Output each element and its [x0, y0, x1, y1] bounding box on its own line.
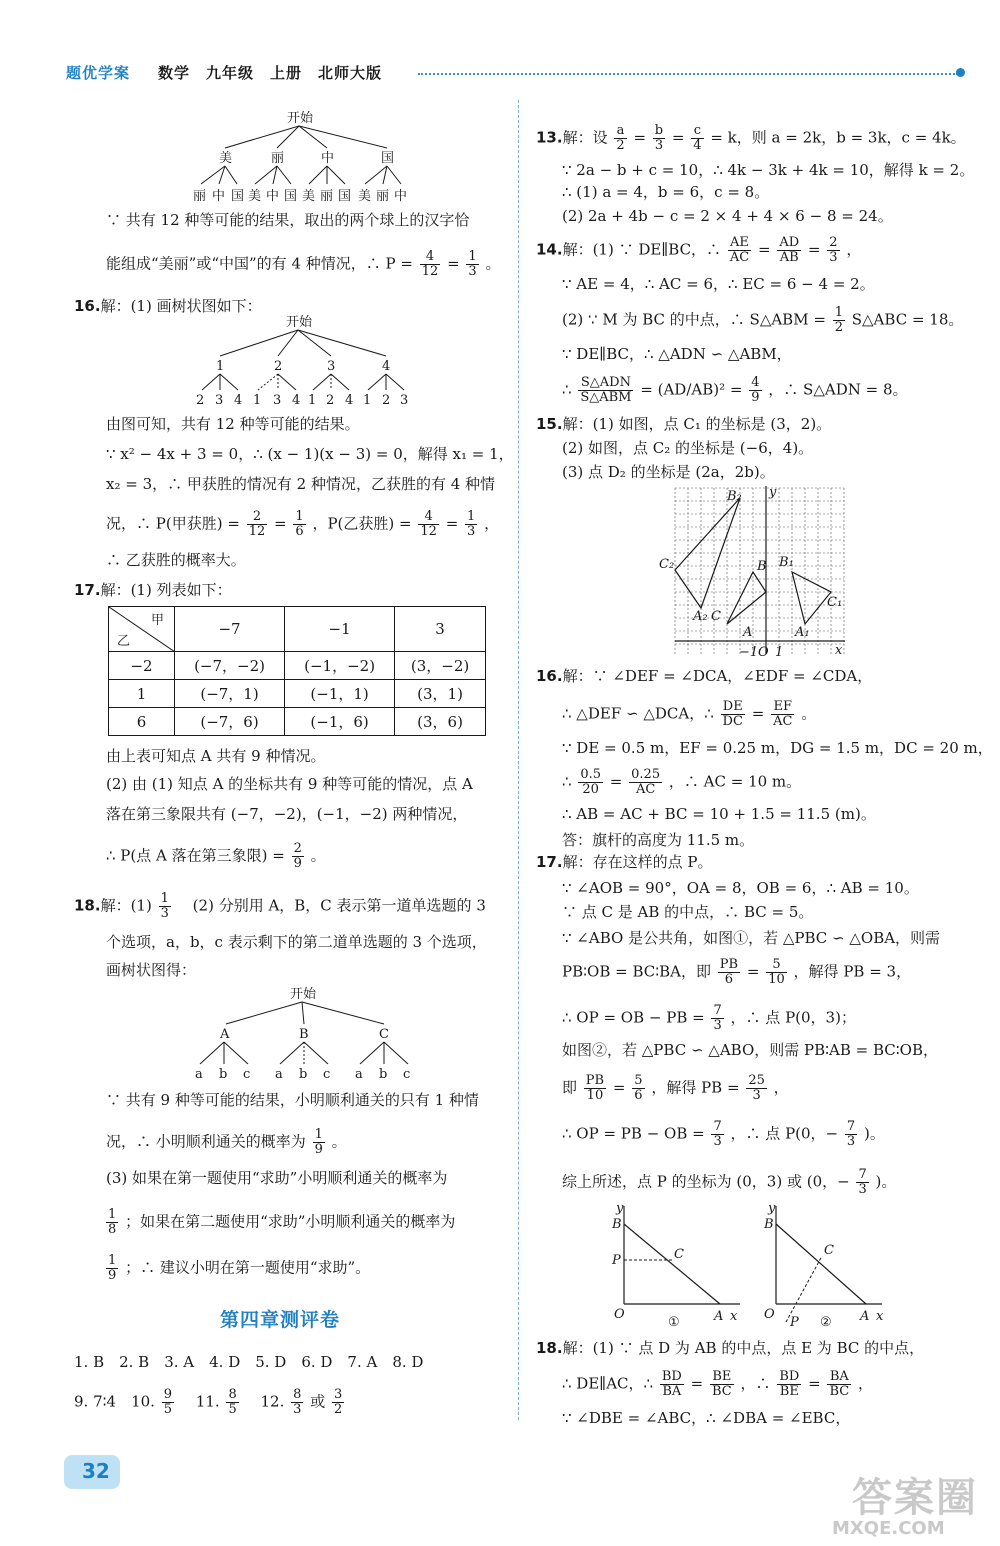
- label-one: 1: [775, 645, 784, 660]
- fraction: $\frac{BE}{BC}$: [711, 1369, 732, 1399]
- fraction: $\frac{1}{3}$: [160, 891, 169, 921]
- tree2-leaf: 1: [363, 393, 372, 406]
- fig2-label-x: x: [876, 1309, 884, 1324]
- header-dot: [956, 68, 965, 77]
- fig1-label-c: C: [674, 1247, 684, 1262]
- fig1-label-b: B: [612, 1217, 622, 1232]
- fraction: $\frac{25}{3}$: [748, 1073, 765, 1103]
- fraction: $\frac{PB}{10}$: [585, 1073, 605, 1103]
- tree1-leaf: 国: [284, 189, 298, 202]
- label-c2: C₂: [659, 557, 675, 572]
- fraction: $\frac{4}{12}$: [420, 509, 437, 539]
- label-b2: B₂: [727, 489, 742, 504]
- page-number: 32: [64, 1455, 120, 1489]
- text-line: 即 $\frac{PB}{10}$ = $\frac{5}{6}$ ，解得 PB = $\frac{25}{3}$ ，: [562, 1073, 789, 1103]
- tree2-leaf: 4: [292, 393, 301, 406]
- label-b: B: [757, 559, 767, 574]
- text-line: ∵ 2a − b + c = 10，∴ 4k − 3k + 4k = 10，解得 k = 2。: [562, 161, 975, 179]
- text-line: ∴ 乙获胜的概率大。: [106, 551, 246, 569]
- fraction: $\frac{1}{3}$: [467, 509, 476, 539]
- fraction: $\frac{1}{3}$: [468, 249, 477, 279]
- fraction: $\frac{0.25}{AC}$: [631, 767, 661, 797]
- figure-2: [763, 1201, 884, 1330]
- tree3-leaf: b: [379, 1067, 388, 1080]
- tree2-leaf: 3: [400, 393, 409, 406]
- fig2-label-p: P: [790, 1315, 799, 1330]
- text-line: ∴ AB = AC + BC = 10 + 1.5 = 11.5 (m)。: [562, 805, 876, 823]
- text-line: 能组成“美丽”或“中国”的有 4 种情况，∴ P = $\frac{4}{12}$ = $\frac{1}{3}$ 。: [106, 249, 501, 279]
- tree3-leaf: b: [219, 1067, 228, 1080]
- tree3-leaf: a: [355, 1067, 363, 1080]
- answer-line: 1. B 2. B 3. A 4. D 5. D 6. D 7. A 8. D: [74, 1353, 424, 1371]
- tree3-leaf: c: [403, 1067, 411, 1080]
- question-14: 14.解：(1) ∵ DE∥BC，∴ $\frac{AE}{AC}$ = $\frac{AD}{AB}$ = $\frac{2}{3}$ ，: [536, 235, 862, 265]
- text-line: ∵ ∠AOB = 90°，OA = 8，OB = 6，∴ AB = 10。: [562, 879, 919, 897]
- fig2-label-y: y: [768, 1201, 776, 1216]
- fraction: $\frac{PB}{6}$: [719, 957, 739, 987]
- fraction: $\frac{2}{12}$: [248, 509, 266, 539]
- fraction: $\frac{4}{12}$: [421, 249, 439, 279]
- text-line: ∵ x² − 4x + 3 = 0，∴ (x − 1)(x − 3) = 0，解得 x₁ = 1，: [106, 445, 514, 463]
- label-b1: B₁: [779, 555, 794, 570]
- text-line: (3) 如果在第一题使用“求助”小明顺利通关的概率为: [106, 1169, 448, 1187]
- fig2-label-c: C: [824, 1243, 834, 1258]
- triangle-abc: [727, 572, 766, 624]
- text-line: (2) 由 (1) 知点 A 的坐标共有 9 种等可能的情况，点 A: [106, 775, 473, 793]
- tree2-leaf: 4: [345, 393, 354, 406]
- figure-1: [611, 1201, 740, 1330]
- text-line: 由上表可知点 A 共有 9 种情况。: [106, 747, 326, 765]
- fraction: $\frac{1}{2}$: [834, 305, 843, 335]
- tree1-leaf: 中: [212, 189, 226, 202]
- label-c: C: [711, 609, 721, 624]
- watermark-url: MXQE.COM: [832, 1518, 945, 1539]
- text-line: ∵ DE∥BC，∴ △ADN ∽ △ABM，: [562, 345, 792, 363]
- tree3-root: 开始: [290, 987, 317, 1002]
- tree3-node: A: [220, 1027, 230, 1042]
- tree1-node: 丽: [271, 151, 285, 166]
- similar-triangles-figure: [610, 1200, 910, 1330]
- fraction: $\frac{AD}{AB}$: [779, 235, 800, 265]
- table-row: −2 (−7，−2) (−1，−2) (3，−2): [109, 652, 486, 680]
- text-line: ∴ OP = PB − OB = $\frac{7}{3}$ ，∴ 点 P(0，− $\frac{7}{3}$ )。: [562, 1119, 885, 1149]
- fraction: $\frac{a}{2}$: [616, 123, 625, 153]
- text-line: 综上所述，点 P 的坐标为 (0，3) 或 (0，− $\frac{7}{3}$ )。: [562, 1167, 897, 1197]
- tree-diagram-2: [186, 312, 426, 406]
- label-c1: C₁: [827, 595, 843, 610]
- tree2-node: 4: [382, 359, 391, 374]
- tree2-root: 开始: [286, 315, 313, 330]
- fig1-label-a: A: [714, 1309, 724, 1324]
- fraction: $\frac{1}{8}$: [108, 1207, 117, 1237]
- triangle-a1b1c1: [792, 572, 831, 624]
- table-header: −1: [285, 607, 395, 652]
- tree2-leaf: 2: [326, 393, 335, 406]
- fraction: $\frac{5}{10}$: [768, 957, 785, 987]
- fraction: $\frac{EF}{AC}$: [773, 699, 793, 729]
- label-a1: A₁: [795, 625, 810, 640]
- tree2-node: 3: [327, 359, 336, 374]
- text-line: (2) ∵ M 为 BC 的中点，∴ S△ABM = $\frac{1}{2}$ S△ABC = 18。: [562, 305, 964, 335]
- header-dotted-rule: [418, 73, 958, 75]
- fraction: $\frac{1}{9}$: [314, 1127, 323, 1157]
- tree1-node: 国: [381, 151, 395, 166]
- fraction: $\frac{1}{6}$: [295, 509, 304, 539]
- text-line: ∵ 共有 12 种等可能的结果，取出的两个球上的汉字恰: [106, 211, 470, 229]
- column-divider: [518, 100, 519, 1420]
- text-line: (2) 2a + 4b − c = 2 × 4 + 4 × 6 − 8 = 24。: [562, 207, 893, 225]
- label-x: x: [835, 643, 843, 658]
- text-line: ∵ 点 C 是 AB 的中点，∴ BC = 5。: [562, 903, 814, 921]
- fig2-label-a: A: [860, 1309, 870, 1324]
- tree2-leaf: 3: [273, 393, 282, 406]
- fig2-number: ②: [820, 1315, 832, 1330]
- fraction: $\frac{b}{3}$: [654, 123, 664, 153]
- tree1-leaf: 美: [248, 189, 262, 202]
- question-17-right: 17.解：存在这样的点 P。: [536, 853, 713, 871]
- table-corner: 甲 乙: [109, 607, 175, 652]
- tree3-leaf: b: [299, 1067, 308, 1080]
- text-line: 答：旗杆的高度为 11.5 m。: [562, 831, 755, 849]
- text-line: $\frac{1}{9}$ ；∴ 建议小明在第一题使用“求助”。: [108, 1253, 371, 1283]
- text-line: 个选项，a，b，c 表示剩下的第二道单选题的 3 个选项，: [106, 933, 487, 951]
- question-16: 16.解：(1) 画树状图如下：: [74, 297, 262, 315]
- tree2-leaf: 2: [382, 393, 391, 406]
- text-line: ∵ DE = 0.5 m，EF = 0.25 m，DG = 1.5 m，DC = 20 m，: [562, 739, 993, 757]
- text-line: ∴ $\frac{0.5}{20}$ = $\frac{0.25}{AC}$ ，∴ AC = 10 m。: [562, 767, 802, 797]
- text-line: x₂ = 3，∴ 甲获胜的情况有 2 种情况，乙获胜的有 4 种情: [106, 475, 496, 493]
- table-row: 1 (−7，1) (−1，1) (3，1): [109, 680, 486, 708]
- tree1-leaf: 国: [231, 189, 245, 202]
- fraction: $\frac{BA}{BC}$: [829, 1369, 850, 1399]
- question-16-right: 16.解：∵ ∠DEF = ∠DCA，∠EDF = ∠CDA，: [536, 667, 873, 685]
- fraction: $\frac{9}{5}$: [163, 1387, 172, 1417]
- fraction: $\frac{7}{3}$: [713, 1119, 722, 1149]
- text-line: 画树状图得：: [106, 961, 197, 979]
- fraction: $\frac{3}{2}$: [334, 1387, 343, 1417]
- fig1-label-y: y: [616, 1201, 624, 1216]
- brand-logo: 题优学案: [66, 64, 131, 82]
- tree-diagram-3: [186, 984, 426, 1080]
- tree1-leaf: 美: [358, 189, 372, 202]
- text-line: 落在第三象限共有 (−7，−2)，(−1，−2) 两种情况，: [106, 805, 468, 823]
- tree3-leaf: c: [323, 1067, 331, 1080]
- fig1-label-p: P: [612, 1253, 621, 1268]
- fig2-label-b: B: [764, 1217, 774, 1232]
- subject-title: 数学 九年级 上册 北师大版: [158, 64, 383, 82]
- text-line: PB∶OB = BC∶BA，即 $\frac{PB}{6}$ = $\frac{5}{10}$ ，解得 PB = 3，: [562, 957, 912, 987]
- fraction: $\frac{BD}{BA}$: [661, 1369, 682, 1399]
- text-line: ∴ △DEF ∽ △DCA，∴ $\frac{DE}{DC}$ = $\frac{EF}{AC}$ 。: [562, 699, 817, 729]
- tree1-leaf: 丽: [193, 189, 207, 202]
- fraction: $\frac{AE}{AC}$: [729, 235, 750, 265]
- tree3-leaf: a: [195, 1067, 203, 1080]
- fraction: $\frac{2}{3}$: [829, 235, 838, 265]
- fraction: $\frac{7}{3}$: [713, 1003, 722, 1033]
- question-13: 13.解：设 $\frac{a}{2}$ = $\frac{b}{3}$ = $\frac{c}{4}$ = k，则 a = 2k，b = 3k，c = 4k。: [536, 123, 966, 153]
- text-line: ∴ OP = OB − PB = $\frac{7}{3}$ ，∴ 点 P(0，3)；: [562, 1003, 856, 1033]
- text-line: 由图可知，共有 12 种等可能的结果。: [106, 415, 360, 433]
- question-18-right: 18.解：(1) ∵ 点 D 为 AB 的中点，点 E 为 BC 的中点，: [536, 1339, 925, 1357]
- text-line: 况，∴ 小明顺利通关的概率为 $\frac{1}{9}$ 。: [106, 1127, 347, 1157]
- tree1-node: 美: [219, 151, 233, 166]
- table-header: −7: [175, 607, 285, 652]
- question-15: 15.解：(1) 如图，点 C₁ 的坐标是 (3，2)。: [536, 415, 832, 433]
- label-o: O: [758, 645, 769, 660]
- tree1-leaf: 美: [302, 189, 316, 202]
- question-17: 17.解：(1) 列表如下：: [74, 581, 232, 599]
- fig1-label-x: x: [730, 1309, 738, 1324]
- fig2-label-o: O: [764, 1307, 775, 1322]
- text-line: ∴ $\frac{\text{S△ADN}}{\text{S△ABM}}$ = (AD/AB)² = $\frac{4}{9}$ ，∴ S△ADN = 8。: [562, 375, 908, 405]
- coordinate-table: [108, 606, 486, 736]
- tree3-node: C: [379, 1027, 389, 1042]
- label-minus-one: −1: [739, 645, 759, 660]
- label-a: A: [743, 625, 753, 640]
- label-y: y: [769, 485, 777, 500]
- fraction: $\frac{1}{9}$: [108, 1253, 117, 1283]
- text-line: (3) 点 D₂ 的坐标是 (2a，2b)。: [562, 463, 775, 481]
- table-row: 6 (−7，6) (−1，6) (3，6): [109, 708, 486, 736]
- tree1-leaf: 国: [338, 189, 352, 202]
- text-line: ∵ ∠DBE = ∠ABC，∴ ∠DBA = ∠EBC，: [562, 1409, 851, 1427]
- tree3-node: B: [299, 1027, 309, 1042]
- page-header: [66, 58, 966, 88]
- fraction: $\frac{DE}{DC}$: [722, 699, 743, 729]
- tree1-leaf: 丽: [320, 189, 334, 202]
- tree1-node: 中: [321, 151, 335, 166]
- tree3-leaf: c: [243, 1067, 251, 1080]
- tree3-leaf: a: [275, 1067, 283, 1080]
- tree2-leaf: 2: [196, 393, 205, 406]
- tree2-leaf: 4: [234, 393, 243, 406]
- fraction: $\frac{8}{5}$: [228, 1387, 237, 1417]
- tree-diagram-1: [185, 110, 425, 202]
- answer-line: 9. 7∶4 10. $\frac{9}{5}$ 11. $\frac{8}{5}$ 12. $\frac{8}{3}$ 或 $\frac{3}{2}$: [74, 1387, 343, 1417]
- tree2-leaf: 1: [253, 393, 262, 406]
- text-line: $\frac{1}{8}$ ；如果在第二题使用“求助”小明顺利通关的概率为: [108, 1207, 456, 1237]
- chapter-title: 第四章测评卷: [220, 1309, 341, 1331]
- fraction: $\frac{c}{4}$: [693, 123, 702, 153]
- tree1-leaf: 中: [394, 189, 408, 202]
- fraction: $\frac{BD}{BE}$: [779, 1369, 800, 1399]
- tree2-node: 2: [274, 359, 283, 374]
- table-header: 3: [395, 607, 486, 652]
- fraction: $\frac{8}{3}$: [293, 1387, 302, 1417]
- text-line: (2) 如图，点 C₂ 的坐标是 (−6，4)。: [562, 439, 814, 457]
- text-line: ∴ (1) a = 4，b = 6，c = 8。: [562, 183, 770, 201]
- label-a2: A₂: [693, 609, 708, 624]
- text-line: ∴ DE∥AC，∴ $\frac{BD}{BA}$ = $\frac{BE}{BC}$ ，∴ $\frac{BD}{BE}$ = $\frac{BA}{BC}$ ，: [562, 1369, 873, 1399]
- text-line: ∵ AE = 4，∴ AC = 6，∴ EC = 6 − 4 = 2。: [562, 275, 875, 293]
- tree2-node: 1: [216, 359, 225, 374]
- fraction: $\frac{7}{3}$: [846, 1119, 856, 1149]
- fraction: $\frac{2}{9}$: [293, 841, 302, 871]
- tree1-leaf: 中: [266, 189, 280, 202]
- fraction: $\frac{5}{6}$: [634, 1073, 643, 1103]
- fraction: $\frac{4}{9}$: [751, 375, 760, 405]
- text-line: ∵ 共有 9 种等可能的结果，小明顺利通关的只有 1 种情: [106, 1091, 479, 1109]
- fig1-label-o: O: [614, 1307, 625, 1322]
- fraction: $\frac{0.5}{20}$: [580, 767, 602, 797]
- text-line: 况，∴ P(甲获胜) = $\frac{2}{12}$ = $\frac{1}{6}$ ，P(乙获胜) = $\frac{4}{12}$ = $\frac{1}{3}$ ，: [106, 509, 500, 539]
- fig1-number: ①: [668, 1315, 680, 1330]
- text-line: ∴ P(点 A 落在第三象限) = $\frac{2}{9}$ 。: [106, 841, 326, 871]
- tree1-leaf: 丽: [376, 189, 390, 202]
- text-line: ∵ ∠ABO 是公共角，如图①，若 △PBC ∽ △OBA，则需: [562, 929, 941, 947]
- fraction: $\frac{7}{3}$: [858, 1167, 867, 1197]
- coordinate-grid-figure: [655, 484, 847, 660]
- text-line: 如图②，若 △PBC ∽ △ABO，则需 PB∶AB = BC∶OB，: [562, 1041, 938, 1059]
- tree1-root: 开始: [287, 111, 314, 126]
- fraction: $\frac{\text{S△ADN}}{\text{S△ABM}}$: [580, 375, 632, 405]
- question-18: 18.解：(1) $\frac{1}{3}$ (2) 分别用 A，B，C 表示第一道单选题的 3: [74, 891, 486, 921]
- watermark-logo: 答案圈: [852, 1475, 978, 1521]
- tree2-leaf: 1: [308, 393, 317, 406]
- tree2-leaf: 3: [215, 393, 224, 406]
